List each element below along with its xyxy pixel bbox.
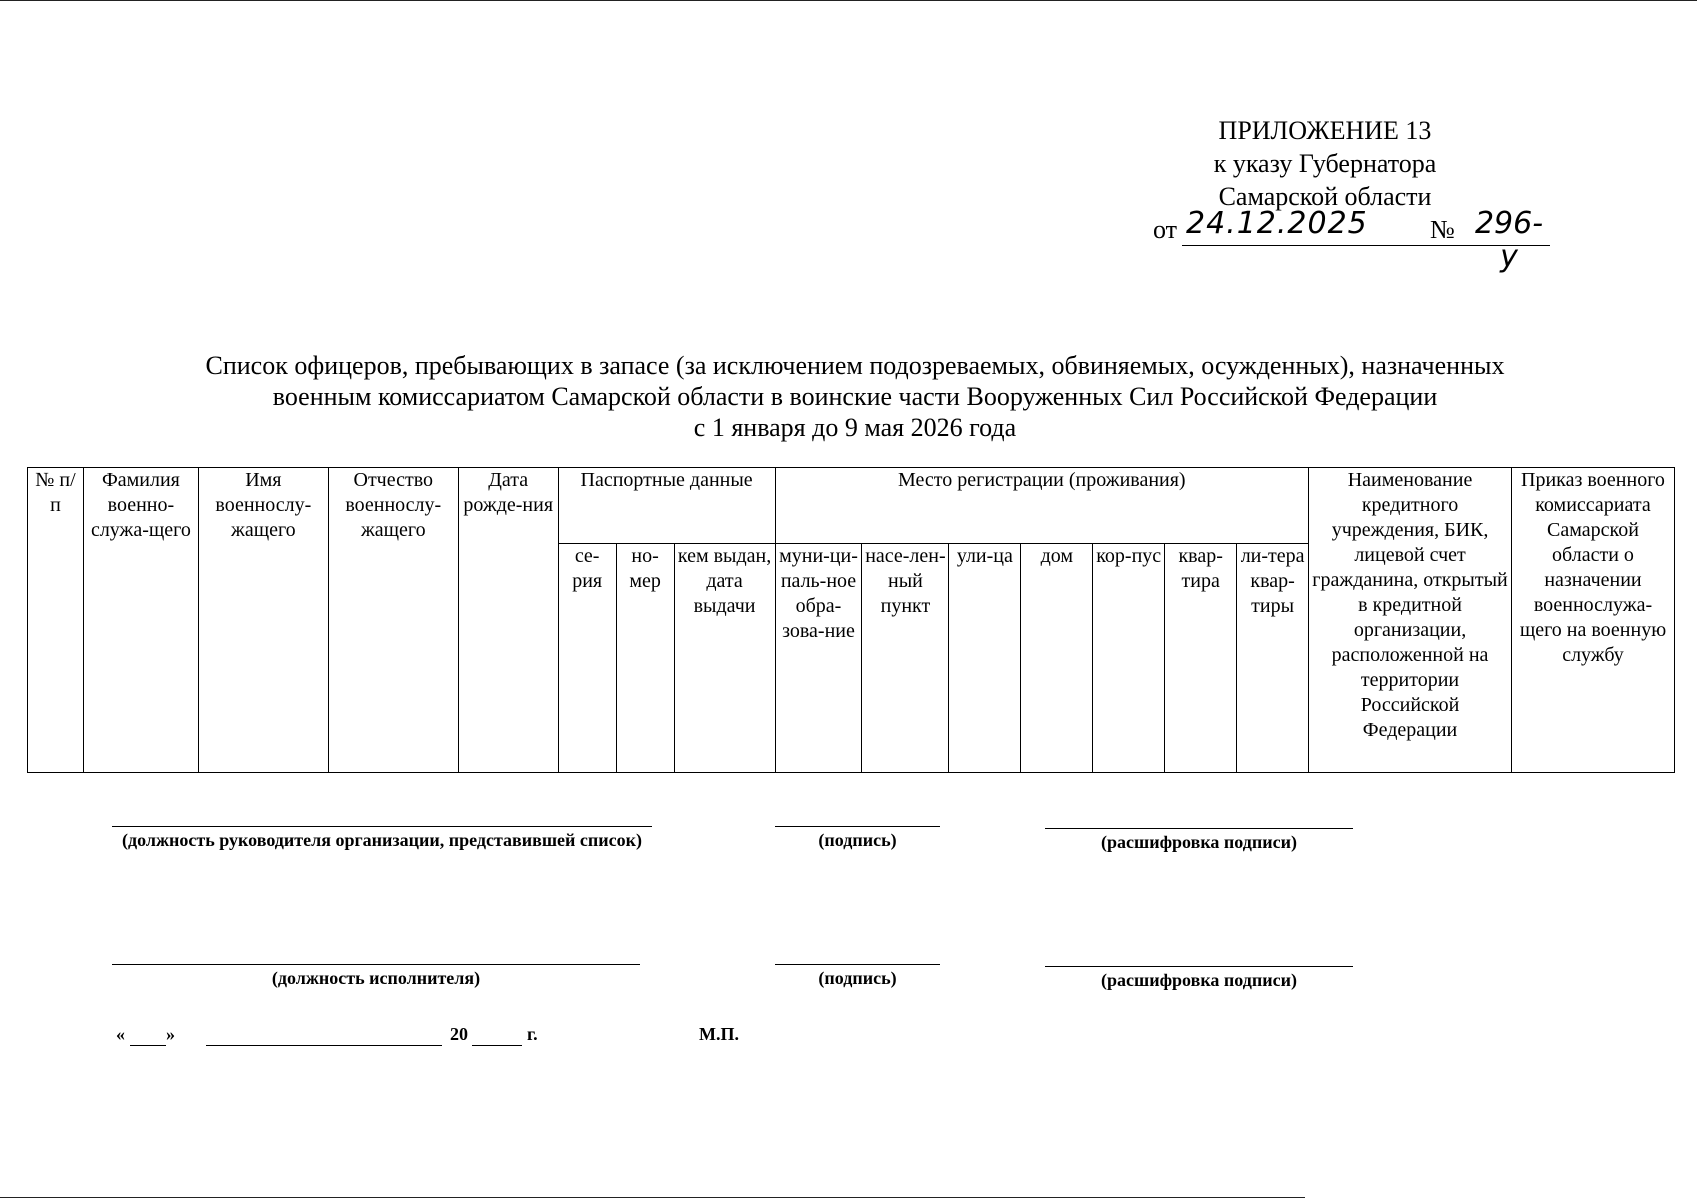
header-settlement: насе-лен-ный пункт <box>862 544 949 773</box>
date-open-quote: « <box>116 1024 125 1044</box>
header-apartment-letter: ли-тера квар-тиры <box>1237 544 1309 773</box>
title-line-2: военным комиссариатом Самарской области в воинские части Вооруженных Сил Российской Федерации <box>272 382 1438 411</box>
appendix-region: Самарской области <box>1218 182 1432 211</box>
head-position-line <box>112 826 652 827</box>
decree-date-handwritten: 24.12.2025 <box>1186 206 1368 241</box>
title-line-3: с 1 января до 9 мая 2026 года <box>693 413 1017 442</box>
header-surname: Фамилия военно-служа-щего <box>83 468 198 773</box>
number-underline <box>1464 245 1550 246</box>
header-name: Имя военнослу-жащего <box>198 468 328 773</box>
month-line <box>206 1045 442 1046</box>
header-municipality: муни-ци-паль-ное обра-зова-ние <box>775 544 862 773</box>
decoding-line-2 <box>1045 966 1353 967</box>
head-position-caption: (должность руководителя организации, представившей список) <box>122 830 642 850</box>
bottom-border-line <box>0 1197 1305 1198</box>
top-border-line <box>0 0 1697 1</box>
executor-position-line <box>112 964 640 965</box>
decree-number-handwritten: 296-у <box>1474 206 1544 274</box>
title-line-1: Список офицеров, пребывающих в запасе (за исключением подозреваемых, обвиняемых, осужденных), назначенных <box>205 351 1505 380</box>
day-line <box>130 1045 166 1046</box>
number-label: № <box>1430 215 1455 244</box>
header-patronymic: Отчество военнослу-жащего <box>328 468 458 773</box>
year-line <box>472 1045 522 1046</box>
signature-caption-2: (подпись) <box>818 968 897 988</box>
header-registration-group: Место регистрации (проживания) <box>775 468 1309 544</box>
stamp-place: М.П. <box>699 1024 739 1044</box>
header-order: Приказ военного комиссариата Самарской области о назначении военнослужа-щего на военную службу <box>1511 468 1674 773</box>
signature-caption-1: (подпись) <box>818 830 897 850</box>
signature-line-2 <box>775 964 940 965</box>
header-passport-number: но-мер <box>616 544 674 773</box>
header-passport-group: Паспортные данные <box>558 468 775 544</box>
executor-position-caption: (должность исполнителя) <box>271 968 481 988</box>
appendix-title: ПРИЛОЖЕНИЕ 13 <box>1218 116 1432 145</box>
header-house: дом <box>1021 544 1093 773</box>
header-building: кор-пус <box>1093 544 1165 773</box>
decoding-line-1 <box>1045 828 1353 829</box>
header-apartment: квар-тира <box>1165 544 1237 773</box>
header-passport-issued: кем выдан, дата выдачи <box>674 544 775 773</box>
year-prefix: 20 <box>450 1024 468 1044</box>
officers-table <box>27 467 1675 773</box>
document-title <box>30 350 1680 443</box>
from-label: от <box>1153 215 1178 244</box>
appendix-block <box>1100 114 1550 274</box>
appendix-date-row <box>1100 206 1550 274</box>
header-street: ули-ца <box>949 544 1021 773</box>
decoding-caption-1: (расшифровка подписи) <box>1101 832 1297 852</box>
header-passport-series: се-рия <box>558 544 616 773</box>
date-close-quote: » <box>166 1024 175 1044</box>
header-birth-date: Дата рожде-ния <box>458 468 558 773</box>
header-num: № п/п <box>28 468 84 773</box>
year-suffix: г. <box>527 1024 538 1044</box>
decoding-caption-2: (расшифровка подписи) <box>1101 970 1297 990</box>
signature-line-1 <box>775 826 940 827</box>
header-bank: Наименование кредитного учреждения, БИК, лицевой счет гражданина, открытый в кредитной организации, расположенной на территории Российской Федерации <box>1309 468 1512 773</box>
appendix-decree: к указу Губернатора <box>1213 149 1437 178</box>
